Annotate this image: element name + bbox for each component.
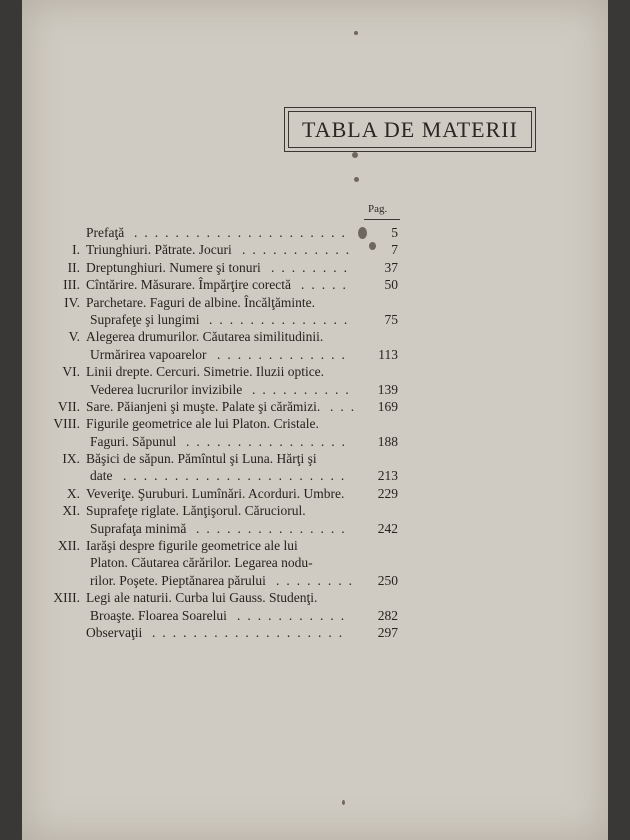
chapter-number: VI.	[62, 364, 80, 380]
toc-line	[22, 224, 608, 241]
page-number: 139	[377, 381, 398, 397]
chapter-title: Broaşte. Floarea Soarelui	[90, 607, 227, 623]
chapter-title: rilor. Poşete. Pieptănarea părului	[90, 572, 266, 588]
toc-line	[22, 241, 608, 258]
toc-line	[22, 346, 608, 363]
page-column-header: Pag.	[368, 203, 388, 215]
chapter-number: X.	[66, 485, 80, 501]
title-frame	[284, 107, 536, 152]
stain-speck	[354, 177, 359, 182]
chapter-title: Băşici de săpun. Pămîntul şi Luna. Hărţi şi	[86, 451, 317, 467]
chapter-title: Linii drepte. Cercuri. Simetrie. Iluzii optice.	[86, 364, 325, 380]
page-number: 7	[391, 242, 398, 258]
chapter-title: Suprafeţe riglate. Lănţişorul. Căruciorul.	[86, 503, 306, 519]
chapter-number: VIII.	[53, 416, 80, 432]
chapter-title: Parchetare. Faguri de albine. Încălţăminte.	[86, 294, 316, 310]
chapter-number: I.	[72, 242, 80, 258]
page-number: 242	[377, 520, 398, 536]
chapter-number: IX.	[62, 451, 80, 467]
book-page	[22, 0, 608, 840]
chapter-title: Triunghiuri. Pătrate. Jocuri	[86, 242, 232, 258]
toc-line	[22, 502, 608, 519]
page-number: 113	[378, 346, 398, 362]
page-number: 229	[377, 485, 398, 501]
page-number: 75	[384, 311, 398, 327]
page-number: 5	[391, 225, 398, 240]
chapter-number: II.	[67, 259, 80, 275]
page-number: 282	[377, 607, 398, 623]
chapter-title: Suprafaţa minimă	[90, 520, 187, 536]
chapter-title: Urmărirea vapoarelor	[90, 346, 207, 362]
page-number: 188	[377, 433, 398, 449]
chapter-number: XIII.	[53, 590, 80, 606]
page-column-rule	[364, 219, 400, 220]
toc-line	[22, 398, 608, 415]
chapter-title: Platon. Căutarea cărărilor. Legarea nodu-	[90, 555, 313, 571]
leader-dots: ...	[330, 398, 362, 414]
leader-dots: ...............	[196, 520, 352, 536]
chapter-title: Figurile geometrice ale lui Platon. Cristale.	[86, 416, 319, 432]
leader-dots: ..........	[252, 381, 356, 397]
page-number: 37	[384, 259, 398, 275]
chapter-title: Vederea lucrurilor invizibile	[90, 381, 243, 397]
page-number: 213	[377, 468, 398, 484]
chapter-number: III.	[63, 277, 80, 293]
chapter-title: Alegerea drumurilor. Căutarea similitudinii.	[86, 329, 324, 345]
chapter-number: V.	[68, 329, 80, 345]
chapter-number: IV.	[64, 294, 80, 310]
leader-dots: ......................	[123, 468, 352, 484]
chapter-title: Prefaţă	[86, 225, 125, 240]
toc-line	[22, 328, 608, 345]
leader-dots: ........	[276, 572, 359, 588]
toc-line	[22, 450, 608, 467]
stain-speck	[342, 800, 345, 805]
chapter-number: XI.	[62, 503, 80, 519]
leader-dots: ...................	[152, 624, 350, 640]
page-number: 169	[377, 398, 398, 414]
chapter-number: VII.	[57, 398, 80, 414]
toc-line	[22, 554, 608, 571]
toc-line	[22, 415, 608, 432]
page-number: 50	[384, 277, 398, 293]
stain-speck	[369, 242, 376, 250]
leader-dots: .....................	[134, 225, 352, 240]
leader-dots: ...........	[242, 242, 357, 258]
page-number: 297	[377, 624, 398, 640]
toc-line	[22, 276, 608, 293]
toc-line	[22, 520, 608, 537]
stain-speck	[358, 227, 367, 239]
leader-dots: .............	[217, 346, 352, 362]
chapter-title: Cîntărire. Măsurare. Împărţire corectă	[86, 277, 292, 293]
chapter-title: Sare. Păianjeni şi muşte. Palate şi cărămizi.	[86, 398, 321, 414]
toc-line	[22, 381, 608, 398]
stain-speck	[352, 152, 358, 158]
toc-line	[22, 607, 608, 624]
toc-line	[22, 467, 608, 484]
leader-dots: ........	[271, 259, 354, 275]
chapter-title: Observaţii	[86, 624, 143, 640]
chapter-title: Veveriţe. Şuruburi. Lumînări. Acorduri. Umbre.	[86, 485, 345, 501]
toc-line	[22, 311, 608, 328]
leader-dots: ................	[186, 433, 352, 449]
toc-line	[22, 259, 608, 276]
toc-line	[22, 572, 608, 589]
chapter-title: Legi ale naturii. Curba lui Gauss. Studenţi.	[86, 590, 318, 606]
toc-line	[22, 433, 608, 450]
chapter-number: XII.	[57, 538, 80, 554]
chapter-title: Iarăşi despre figurile geometrice ale lui	[86, 538, 298, 554]
table-of-contents	[22, 224, 608, 641]
toc-line	[22, 294, 608, 311]
chapter-title: Faguri. Săpunul	[90, 433, 177, 449]
toc-line	[22, 537, 608, 554]
toc-line	[22, 624, 608, 641]
leader-dots: ...........	[237, 607, 352, 623]
page-title: TABLA DE MATERII	[302, 117, 518, 142]
stain-speck	[354, 31, 358, 35]
leader-dots: ..............	[209, 311, 355, 327]
chapter-title: Dreptunghiuri. Numere şi tonuri	[86, 259, 261, 275]
toc-line	[22, 363, 608, 380]
toc-line	[22, 589, 608, 606]
chapter-title: date	[90, 468, 113, 484]
toc-line	[22, 485, 608, 502]
page-number: 250	[377, 572, 398, 588]
leader-dots: .....	[301, 277, 353, 293]
chapter-title: Suprafeţe şi lungimi	[90, 311, 200, 327]
